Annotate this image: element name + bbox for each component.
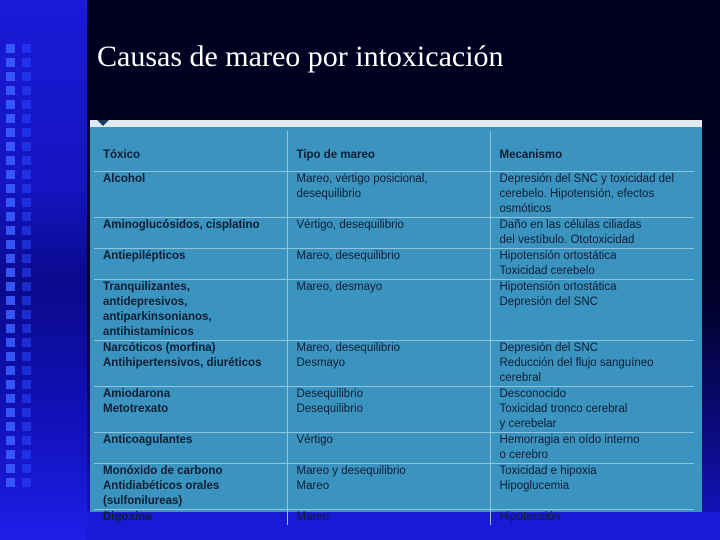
table-row — [94, 479, 694, 510]
cell-tipo-de-mareo-line: Mareo — [296, 510, 330, 523]
decorative-square — [6, 254, 15, 263]
cell-mecanismo-line: Hipoglucemia — [499, 479, 570, 492]
cell-mecanismo — [490, 402, 694, 433]
cell-tipo-de-mareo-line: Mareo, desmayo — [296, 280, 383, 293]
decorative-square — [22, 380, 31, 389]
decorative-square — [22, 296, 31, 305]
decorative-square — [6, 114, 15, 123]
cell-toxico-line: Antihipertensivos, diuréticos — [103, 356, 262, 369]
decorative-square — [22, 226, 31, 235]
decorative-square — [6, 72, 15, 81]
cell-mecanismo-line: Toxicidad tronco cerebral — [499, 402, 628, 415]
decorative-square — [22, 450, 31, 459]
cell-tipo-de-mareo — [287, 509, 490, 525]
decorative-square — [22, 44, 31, 53]
decorative-square — [6, 240, 15, 249]
decorative-square — [6, 86, 15, 95]
decorative-square — [6, 226, 15, 235]
cell-tipo-de-mareo-line: Mareo — [296, 479, 330, 492]
cell-tipo-de-mareo — [287, 171, 490, 217]
decorative-square — [6, 394, 15, 403]
cell-toxico-line: Digoxina — [103, 510, 152, 523]
cell-tipo-de-mareo — [287, 356, 490, 387]
cell-mecanismo — [490, 479, 694, 510]
decorative-square — [6, 58, 15, 67]
decorative-square — [6, 310, 15, 319]
table-row — [94, 432, 694, 463]
decorative-square — [6, 408, 15, 417]
cell-toxico-line: Metotrexato — [103, 402, 169, 415]
decorative-square — [22, 464, 31, 473]
table-row — [94, 463, 694, 479]
cell-tipo-de-mareo-line: Vértigo, desequilibrio — [296, 218, 404, 231]
decorative-square — [22, 100, 31, 109]
decorative-square — [6, 142, 15, 151]
cell-toxico — [94, 340, 287, 356]
cell-mecanismo — [490, 340, 694, 356]
cell-mecanismo — [490, 463, 694, 479]
cell-toxico — [94, 248, 287, 279]
cell-mecanismo — [490, 509, 694, 525]
decorative-square — [22, 198, 31, 207]
table-header-row — [94, 131, 694, 171]
decorative-square — [22, 240, 31, 249]
cell-mecanismo-line: Hipotensión ortostática — [499, 280, 617, 293]
decorative-square — [6, 184, 15, 193]
decorative-square — [6, 436, 15, 445]
cell-mecanismo-line: del vestíbulo. Ototoxicidad — [499, 233, 635, 246]
cell-mecanismo-line: Hemorragia en oído interno — [499, 433, 640, 446]
table-image-frame — [90, 120, 702, 523]
bullet-squares-column-faded — [22, 44, 31, 492]
cell-mecanismo-line: Daño en las células ciliadas — [499, 218, 642, 231]
decorative-square — [22, 422, 31, 431]
decorative-square — [22, 338, 31, 347]
cell-mecanismo-line: cerebral — [499, 371, 542, 384]
table-row — [94, 340, 694, 356]
table-row — [94, 248, 694, 279]
decorative-square — [22, 72, 31, 81]
cell-mecanismo-line: y cerebelar — [499, 417, 557, 430]
table-row — [94, 171, 694, 217]
decorative-square — [22, 478, 31, 487]
decorative-square — [22, 86, 31, 95]
cell-tipo-de-mareo — [287, 340, 490, 356]
cell-toxico-line: Tranquilizantes, — [103, 280, 190, 293]
cell-toxico — [94, 386, 287, 402]
decorative-square — [6, 366, 15, 375]
decorative-square — [22, 394, 31, 403]
decorative-square — [22, 366, 31, 375]
decorative-square — [6, 422, 15, 431]
cell-tipo-de-mareo-line: Desequilibrio — [296, 387, 363, 400]
cell-mecanismo-line: Reducción del flujo sanguíneo — [499, 356, 654, 369]
table-row — [94, 356, 694, 387]
cell-mecanismo-line: Desconocido — [499, 387, 566, 400]
slide-title: Causas de mareo por intoxicación — [97, 40, 504, 73]
cell-tipo-de-mareo-line: Desmayo — [296, 356, 346, 369]
cell-toxico — [94, 509, 287, 525]
cell-tipo-de-mareo — [287, 217, 490, 248]
cell-toxico — [94, 217, 287, 248]
decorative-square — [22, 156, 31, 165]
decorative-square — [22, 128, 31, 137]
decorative-square — [22, 324, 31, 333]
decorative-square — [6, 156, 15, 165]
cell-tipo-de-mareo-line: Desequilibrio — [296, 402, 363, 415]
decorative-square — [6, 464, 15, 473]
cell-mecanismo-line: cerebelo. Hipotensión, efectos — [499, 187, 655, 200]
cell-toxico-line: antiparkinsonianos, — [103, 310, 212, 323]
decorative-square — [6, 100, 15, 109]
cell-tipo-de-mareo — [287, 402, 490, 433]
decorative-square — [22, 310, 31, 319]
cell-tipo-de-mareo — [287, 432, 490, 463]
cell-toxico-line: antidepresivos, — [103, 295, 188, 308]
decorative-square — [6, 128, 15, 137]
cell-tipo-de-mareo — [287, 479, 490, 510]
cell-toxico-line: Amiodarona — [103, 387, 171, 400]
decorative-square — [22, 254, 31, 263]
decorative-square — [22, 436, 31, 445]
cell-mecanismo-line: Depresión del SNC — [499, 341, 598, 354]
cell-mecanismo-line: Depresión del SNC — [499, 295, 598, 308]
cell-mecanismo — [490, 279, 694, 340]
decorative-square — [6, 268, 15, 277]
cell-toxico-line: Antiepilépticos — [103, 249, 186, 262]
header-toxico: Tóxico — [103, 149, 141, 161]
cell-mecanismo — [490, 356, 694, 387]
cell-mecanismo — [490, 171, 694, 217]
cell-toxico-line: antihistamínicos — [103, 325, 194, 338]
cell-toxico — [94, 171, 287, 217]
table-row — [94, 402, 694, 433]
decorative-square — [22, 184, 31, 193]
cell-toxico-line: Aminoglucósidos, cisplatino — [103, 218, 260, 231]
decorative-square — [22, 212, 31, 221]
decorative-square — [6, 296, 15, 305]
cell-mecanismo — [490, 432, 694, 463]
cell-mecanismo-line: o cerebro — [499, 448, 549, 461]
cell-toxico — [94, 356, 287, 387]
cell-toxico — [94, 279, 287, 340]
bullet-squares-column — [6, 44, 18, 492]
cell-toxico — [94, 432, 287, 463]
decorative-square — [6, 324, 15, 333]
table-row — [94, 386, 694, 402]
header-mecanismo: Mecanismo — [490, 131, 694, 171]
decorative-square — [6, 44, 15, 53]
decorative-square — [22, 114, 31, 123]
cell-mecanismo — [490, 386, 694, 402]
cell-tipo-de-mareo-line: Mareo, desequilibrio — [296, 341, 401, 354]
decorative-square — [6, 212, 15, 221]
cell-mecanismo-line: Depresión del SNC y toxicidad del — [499, 172, 675, 185]
cell-mecanismo-line: Hipotensión — [499, 510, 561, 523]
cell-tipo-de-mareo — [287, 279, 490, 340]
decorative-square — [22, 282, 31, 291]
cell-mecanismo-line: Hipotensión ortostática — [499, 249, 617, 262]
decorative-square — [22, 170, 31, 179]
cell-toxico-line: (sulfonilureas) — [103, 494, 183, 507]
decorative-square — [6, 478, 15, 487]
table-row — [94, 279, 694, 340]
cell-tipo-de-mareo — [287, 248, 490, 279]
left-decorative-band — [0, 0, 87, 540]
decorative-square — [6, 282, 15, 291]
cell-toxico-line: Alcohol — [103, 172, 146, 185]
cell-tipo-de-mareo-line: Vértigo — [296, 433, 333, 446]
cell-tipo-de-mareo-line: Mareo y desequilibrio — [296, 464, 406, 477]
cell-tipo-de-mareo — [287, 386, 490, 402]
cell-mecanismo — [490, 248, 694, 279]
decorative-square — [6, 352, 15, 361]
cell-mecanismo — [490, 217, 694, 248]
decorative-square — [6, 380, 15, 389]
header-tipo-de-mareo: Tipo de mareo — [287, 131, 490, 171]
cell-mecanismo-line: Toxicidad cerebelo — [499, 264, 595, 277]
decorative-square — [6, 198, 15, 207]
cell-toxico — [94, 402, 287, 433]
cell-tipo-de-mareo-line: desequilibrio — [296, 187, 362, 200]
table-row — [94, 509, 694, 525]
table-row — [94, 217, 694, 248]
cell-mecanismo-line: Toxicidad e hipoxia — [499, 464, 597, 477]
cell-mecanismo-line: osmóticos — [499, 202, 552, 215]
cell-toxico-line: Monóxido de carbono — [103, 464, 223, 477]
decorative-square — [22, 142, 31, 151]
triangle-marker-icon — [97, 120, 109, 126]
cell-toxico — [94, 479, 287, 510]
decorative-square — [22, 408, 31, 417]
cell-tipo-de-mareo — [287, 463, 490, 479]
cell-toxico-line: Antidiabéticos orales — [103, 479, 220, 492]
cell-tipo-de-mareo-line: Mareo, vértigo posicional, — [296, 172, 428, 185]
decorative-square — [22, 352, 31, 361]
decorative-square — [22, 268, 31, 277]
decorative-square — [22, 58, 31, 67]
decorative-square — [6, 170, 15, 179]
intoxication-table — [94, 131, 694, 525]
cell-toxico — [94, 463, 287, 479]
cell-toxico-line: Narcóticos (morfina) — [103, 341, 216, 354]
decorative-square — [6, 338, 15, 347]
decorative-square — [6, 450, 15, 459]
cell-toxico-line: Anticoagulantes — [103, 433, 193, 446]
cell-tipo-de-mareo-line: Mareo, desequilibrio — [296, 249, 401, 262]
